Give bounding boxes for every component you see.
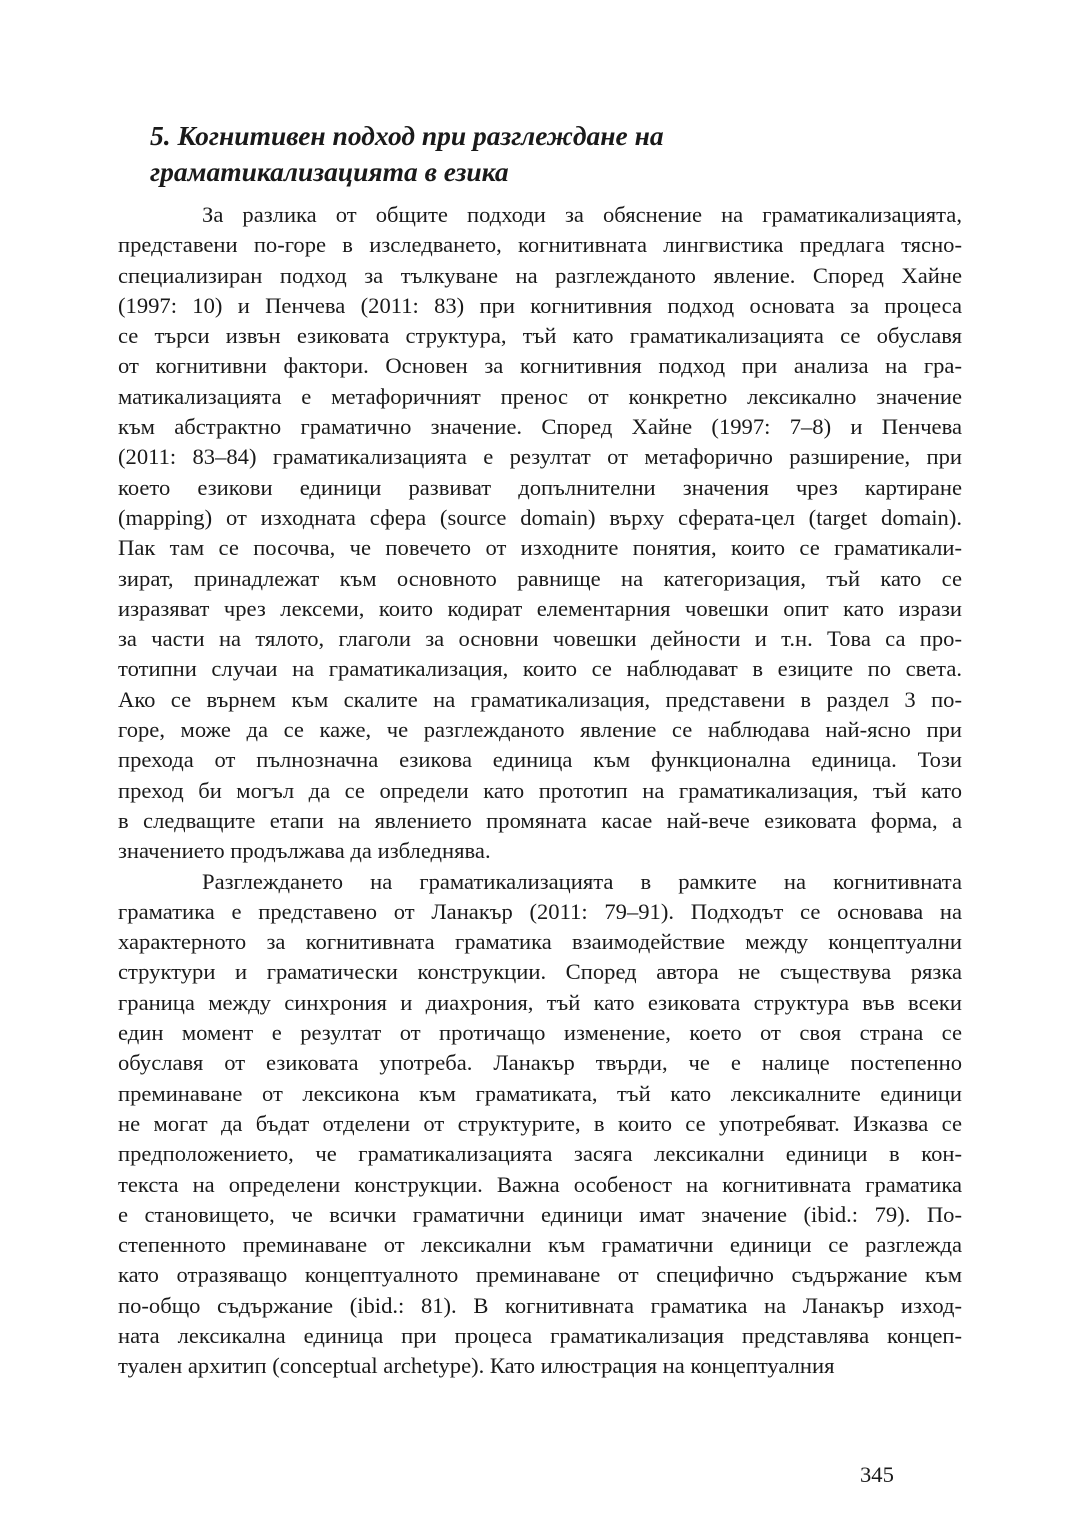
text-line: е становището, че всички граматични единици имат значение (ibid.: 79). По- [118, 1201, 962, 1227]
text-line: матикализацията е метафоричният пренос от конкретно лексикално значение [118, 383, 962, 409]
text-line: в следващите етапи на явлението промяната касае най-вече езиковата форма, а [118, 807, 962, 833]
text-line: преход би могъл да се определи като прототип на граматикализация, тъй като [118, 777, 962, 803]
text-line: се търси извън езиковата структура, тъй като граматикализацията се обуславя [118, 323, 962, 349]
text-line: туален архитип (conceptual archetype). Като илюстрация на концептуалния [118, 1353, 835, 1379]
text-line: структури и граматически конструкции. Според автора не съществува рязка [118, 959, 962, 985]
text-line: (mapping) от изходната сфера (source domain) върху сферата-цел (target domain). [118, 504, 962, 530]
text-line: преминаване от лексикона към граматиката, тъй като лексикалните единици [118, 1080, 962, 1106]
paragraph-2 [118, 867, 962, 1382]
text-line: текста на определени конструкции. Важна особеност на когнитивната граматика [118, 1171, 962, 1197]
text-line: за части на тялото, глаголи за основни човешки дейности и т.н. Това са про- [118, 626, 962, 652]
text-line: За разлика от общите подходи за обяснение на граматикализацията, [202, 202, 962, 227]
paragraph-1 [118, 200, 962, 867]
body-text [118, 200, 962, 1382]
text-line: един момент е резултат от протичащо изменение, което от своя страна се [118, 1020, 962, 1046]
heading-line: 5. Когнитивен подход при разглеждане на [150, 120, 664, 151]
text-line: което езикови единици развиват допълнителни значения чрез картиране [118, 474, 962, 500]
text-line: тотипни случаи на граматикализация, които се наблюдават в езиците по света. [118, 656, 962, 682]
text-line: горе, може да се каже, че разглежданото явление се наблюдава най-ясно при [118, 717, 962, 743]
text-line: предположението, че граматикализацията засяга лексикални единици в кон- [118, 1141, 962, 1167]
text-line: прехода от пълнозначна езикова единица към функционална единица. Този [118, 747, 962, 773]
text-line: към абстрактно граматично значение. Според Хайне (1997: 7–8) и Пенчева [118, 414, 962, 440]
text-line: Пак там се посочва, че повечето от изходните понятия, които се граматикали- [118, 535, 962, 561]
text-line: граматика е представено от Ланакър (2011: 79–91). Подходът се основава на [118, 898, 962, 924]
text-line: зират, принадлежат към основното равнище на категоризация, тъй като се [118, 565, 962, 591]
text-line: степенното преминаване от лексикални към граматични единици се разглежда [118, 1232, 962, 1258]
text-line: (1997: 10) и Пенчева (2011: 83) при когнитивния подход основата за процеса [118, 292, 962, 318]
text-line: обуславя от езиковата употреба. Ланакър твърди, че е налице постепенно [118, 1050, 962, 1076]
text-line: специализиран подход за тълкуване на разглежданото явление. Според Хайне [118, 262, 962, 288]
text-line: от когнитивни фактори. Основен за когнитивния подход при анализа на гра- [118, 353, 962, 379]
text-line: представени по-горе в изследването, когнитивната лингвистика предлага тясно- [118, 232, 962, 258]
text-line: характерното за когнитивната граматика взаимодействие между концептуални [118, 929, 962, 955]
text-line: Ако се върнем към скалите на граматикализация, представени в раздел 3 по- [118, 686, 962, 712]
text-line: (2011: 83–84) граматикализацията е резултат от метафорично разширение, при [118, 444, 962, 470]
text-line: не могат да бъдат отделени от структурите, в които се употребяват. Изказва се [118, 1110, 962, 1136]
text-line: граница между синхрония и диахрония, тъй като езиковата структура във всеки [118, 989, 962, 1015]
text-line: ната лексикална единица при процеса граматикализация представлява концеп- [118, 1322, 962, 1348]
text-line: значението продължава да избледнява. [118, 838, 491, 864]
text-line: като отразяващо концептуалното преминаване от специфично съдържание към [118, 1262, 962, 1288]
heading-line: граматикализацията в езика [150, 156, 509, 187]
text-line: изразяват чрез лексеми, които кодират елементарния човешки опит като изрази [118, 595, 962, 621]
section-heading [150, 118, 930, 190]
text-line: по-общо съдържание (ibid.: 81). В когнитивната граматика на Ланакър изход- [118, 1292, 962, 1318]
page-number: 345 [860, 1462, 894, 1487]
text-line: Разглеждането на граматикализацията в рамките на когнитивната [202, 868, 962, 894]
